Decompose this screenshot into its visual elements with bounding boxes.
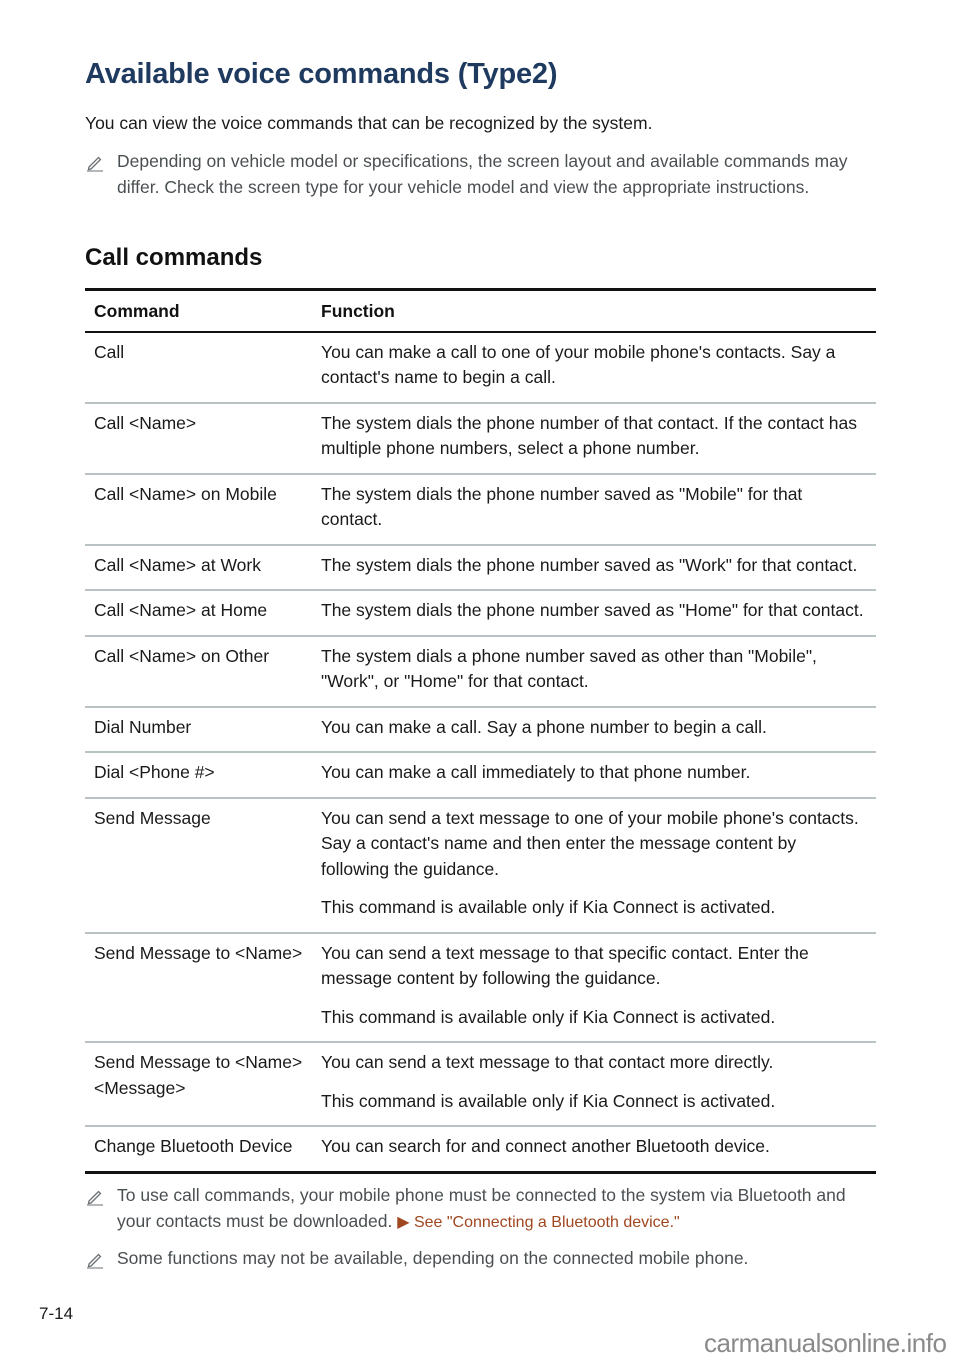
note-bottom — [85, 1246, 876, 1272]
command-cell: Send Message — [85, 798, 312, 933]
function-cell — [312, 1126, 876, 1172]
command-cell: Dial <Phone #> — [85, 752, 312, 798]
command-cell: Send Message to <Name> — [85, 933, 312, 1043]
command-cell: Call <Name> on Mobile — [85, 474, 312, 545]
table-row — [85, 332, 876, 403]
column-header-function: Function — [312, 290, 876, 332]
function-text: The system dials the phone number saved as "Home" for that contact. — [321, 600, 864, 620]
function-text: You can send a text message to that contact more directly. — [321, 1052, 774, 1072]
table-row — [85, 933, 876, 1043]
function-text: You can search for and connect another Bluetooth device. — [321, 1136, 770, 1156]
note-text: To use call commands, your mobile phone must be connected to the system via Bluetooth and your contacts must be downloaded. — [117, 1185, 846, 1231]
table-row — [85, 590, 876, 636]
command-cell: Dial Number — [85, 707, 312, 753]
function-cell — [312, 332, 876, 403]
function-text: This command is available only if Kia Connect is activated. — [321, 1006, 776, 1027]
command-cell: Call — [85, 332, 312, 403]
command-cell: Call <Name> on Other — [85, 636, 312, 707]
note-bottom — [85, 1183, 876, 1235]
function-text: You can send a text message to one of your mobile phone's contacts. Say a contact's name and then enter the message content by following the guidance. — [321, 807, 859, 879]
table-row — [85, 403, 876, 474]
function-text: The system dials the phone number saved as "Mobile" for that contact. — [321, 483, 803, 529]
function-text: The system dials the phone number of that contact. If the contact has multiple phone numbers, select a phone number. — [321, 412, 857, 458]
intro-text: You can view the voice commands that can be recognized by the system. — [85, 113, 653, 133]
pencil-icon — [85, 152, 105, 172]
table-row — [85, 752, 876, 798]
note-top — [85, 149, 876, 200]
function-text: The system dials the phone number saved as "Work" for that contact. — [321, 554, 858, 575]
table-row — [85, 545, 876, 591]
function-text: This command is available only if Kia Connect is activated. — [321, 897, 776, 917]
function-text: You can make a call immediately to that phone number. — [321, 762, 751, 782]
function-cell — [312, 752, 876, 798]
table-header-row — [85, 290, 876, 332]
function-cell — [312, 1042, 876, 1126]
function-cell — [312, 933, 876, 1043]
function-text: You can make a call. Say a phone number to begin a call. — [321, 716, 767, 737]
command-cell: Call <Name> at Work — [85, 545, 312, 591]
function-text: You can send a text message to that specific contact. Enter the message content by following the guidance. — [321, 942, 809, 988]
watermark: carmanualsonline.info — [704, 1328, 947, 1358]
cross-reference-link[interactable]: ▶ See "Connecting a Bluetooth device." — [397, 1213, 680, 1231]
command-cell: Send Message to <Name> <Message> — [85, 1042, 312, 1126]
pencil-icon — [85, 1249, 105, 1269]
page-title: Available voice commands (Type2) — [85, 58, 558, 90]
function-cell — [312, 545, 876, 591]
note-text: Depending on vehicle model or specifications, the screen layout and available commands may differ. Check the screen type for your vehicle model and view the appropriate instructions. — [117, 151, 848, 197]
note-text: Some functions may not be available, depending on the connected mobile phone. — [117, 1248, 749, 1268]
page-number: 7-14 — [39, 1304, 74, 1323]
command-cell: Call <Name> at Home — [85, 590, 312, 636]
function-cell — [312, 636, 876, 707]
function-cell — [312, 590, 876, 636]
function-cell — [312, 403, 876, 474]
function-text: The system dials a phone number saved as other than "Mobile", "Work", or "Home" for that contact. — [321, 645, 817, 691]
function-cell — [312, 707, 876, 753]
column-header-command: Command — [85, 290, 312, 332]
table-row — [85, 798, 876, 933]
command-cell: Call <Name> — [85, 403, 312, 474]
section-title: Call commands — [85, 244, 263, 271]
function-cell — [312, 474, 876, 545]
command-cell: Change Bluetooth Device — [85, 1126, 312, 1172]
call-commands-table — [85, 288, 876, 1174]
function-cell — [312, 798, 876, 933]
function-text: You can make a call to one of your mobile phone's contacts. Say a contact's name to begin a call. — [321, 341, 836, 387]
function-text: This command is available only if Kia Connect is activated. — [321, 1090, 776, 1111]
table-row — [85, 1126, 876, 1172]
table-row — [85, 1042, 876, 1126]
table-row — [85, 707, 876, 753]
table-row — [85, 636, 876, 707]
table-row — [85, 474, 876, 545]
pencil-icon — [85, 1186, 105, 1206]
table-body — [85, 332, 876, 1173]
